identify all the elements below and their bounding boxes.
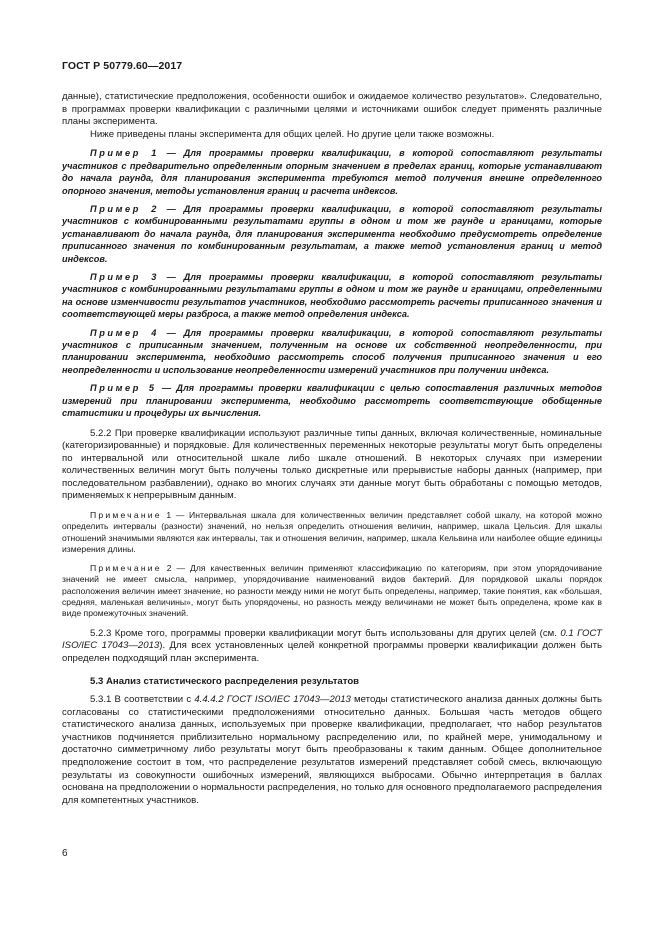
example-text: — Для программы проверки квалификации, в которой сопоставляют результаты участников с комбинированными результатами группы в одном и том же раунде и границами, которые устанавливают до начала раунда, для планирования эксперимента необходимо предусмотреть определение приписанного значения по комбинированным результатам, а также метод установления границ и метод индексов. (62, 204, 603, 264)
page-number: 6 (62, 848, 68, 859)
example-label: Пример 2 (90, 204, 159, 214)
page-body (62, 91, 602, 807)
paragraph-5-2-2: 5.2.2 При проверке квалификации используют различные типы данных, включая количественные, номинальные (категоризированные) и порядковые. Для количественных переменных некоторые результаты могут быть определены по интервальной или относительной шкале либо шкале отношений. В некоторых случаях при измерении количественных величин могут быть получены только дискретные или прерывистые наборы данных (например, при последовательном разбавлении), однако во многих случаях эти данные могут быть обработаны с помощью методов, применяемых к непрерывным данным. (62, 427, 602, 502)
example-1 (62, 147, 602, 197)
example-3 (62, 271, 602, 321)
section-heading-5-3: 5.3 Анализ статистического распределения результатов (90, 675, 360, 687)
standard-reference: 4.4.4.2 ГОСТ ISO/IEC 17043—2013 (194, 694, 351, 706)
example-text: — Для программы проверки квалификации, в которой сопоставляют результаты участников с комбинированными результатами группы в одном и том же раунде и границами, определенными на основе изменчивости результатов участников, необходимо рассмотреть расчеты приписанного значения и соответствующей меры разброса, а также метод определения индекса. (62, 272, 603, 320)
page-header-doc-id: ГОСТ Р 50779.60—2017 (62, 60, 183, 72)
paragraph-5-2-3: 5.2.3 Кроме того, программы проверки квалификации могут быть использованы для других целей (см. 0.1 ГОСТ ISO/IEC 17043—2013). Для всех установленных целей конкретной программы проверки квалификации должен быть определен подходящий план эксперимента. (62, 627, 602, 664)
note-text: 1 — Интервальная шкала для количественных величин представляет собой шкалу, на которой можно определить интервалы (разности) значений, но нельзя определить отношения величин, например, шкала Цельсия. Для шкалы отношений значимыми являются как интервалы, так и отношения величин, например, шкала Кельвина или наиболее общие единицы измерения длины. (62, 510, 602, 555)
example-label: Пример 3 (90, 272, 159, 283)
note-label: Примечание (90, 562, 162, 573)
paragraph-intro-continued: данные), статистические предположения, особенности ошибок и ожидаемое количество результатов». Следовательно, в программах проверки квалификации с различными целями и источниками ошибок следует применять различные планы эксперимента. (62, 91, 602, 128)
example-label: Пример 5 (90, 383, 157, 394)
example-text: — Для программы проверки квалификации, в которой сопоставляют результаты участников с приписанным значением, полученным на основе их собственной неопределенности, при планировании эксперимента, необходимо рассмотреть способ получения приписанного значения и его неопределенности и использование неопределенности измерений участников при получении индекса. (62, 327, 603, 375)
example-text: — Для программы проверки квалификации с целью сопоставления различных методов измерений при планировании эксперимента, необходимо рассмотреть соответствующие обобщенные статистики и процедуры их вычисления. (62, 383, 602, 419)
paragraph-plans-intro: Ниже приведены планы эксперимента для общих целей. Но другие цели также возможны. (90, 128, 495, 140)
note-text: 2 — Для качественных величин применяют классификацию по категориям, при этом упорядочивание значений не имеет смысла, например, упорядочивание наименований видов бактерий. Для порядковой шкалы порядок расположения величин имеет значение, но разности между ними не могут быть определены, например, такие понятия, как «большая, средняя, маленькая величины», могут быть упорядочены, но разность между величинами не может быть определена, кроме как в виде промежуточных значений. (62, 562, 602, 619)
example-label: Пример 1 (90, 148, 159, 159)
example-5 (62, 382, 602, 419)
example-4 (62, 327, 602, 377)
standard-reference: 0.1 ГОСТ ISO/IEC 17043—2013 (62, 627, 602, 652)
example-text: — Для программы проверки квалификации, в которой сопоставляют результаты участников с предварительно определенным опорным значением в пределах границ, которые устанавливают до начала раунда, для планирования эксперимента требуются метод получения внешне определенного опорного значения, методы установления границ и расчета индексов. (62, 148, 603, 196)
example-2 (62, 203, 602, 265)
note-2 (62, 563, 602, 620)
paragraph-5-3-1: 5.3.1 В соответствии с 4.4.4.2 ГОСТ ISO/IEC 17043—2013 методы статистического анализа данных должны быть согласованы со статистическими предположениями относительно данных. Большая часть методов общего статистического анализа данных, используемых при проверке квалификации, предполагает, что набор результатов участников подчиняется приблизительно нормальному распределению или, по крайней мере, унимодальному и достаточно симметричному либо результаты могут быть преобразованы к таким данным. Общее дополнительное предположение состоит в том, что распределение результатов измерений представляет собой смесь, включающую результаты из совокупности ошибочных измерений, являющихся выбросами. Обычно интерпретация в баллах основана на предположении о нормальности распределения, но только для основного предполагаемого распределения для компетентных участников. (62, 694, 603, 806)
note-1 (62, 510, 602, 556)
note-label: Примечание (90, 510, 162, 521)
example-label: Пример 4 (90, 327, 159, 338)
